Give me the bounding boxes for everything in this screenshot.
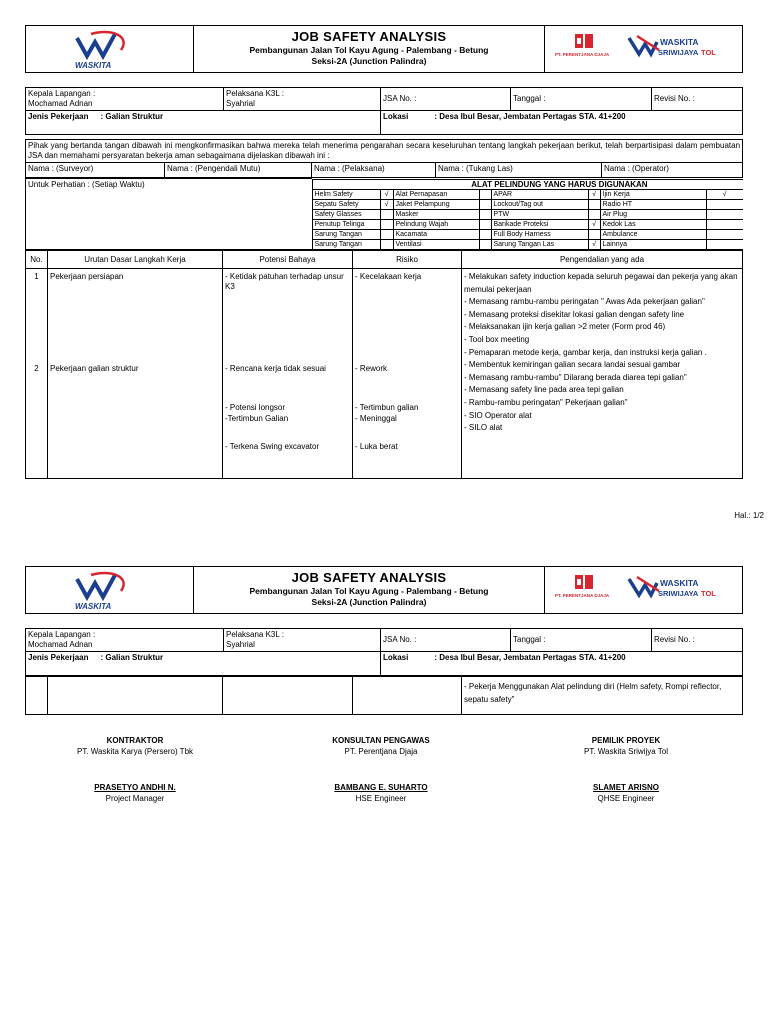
title-cell bbox=[194, 567, 545, 614]
svg-text:PT. PERENTJANA DJAJA: PT. PERENTJANA DJAJA bbox=[555, 52, 610, 57]
ppe-item: Sarung Tangan bbox=[312, 229, 380, 239]
signature-org: PT. Waskita Sriwijya Tol bbox=[583, 747, 669, 756]
jsa-header-2 bbox=[25, 566, 743, 614]
ppe-check bbox=[479, 219, 491, 229]
perentjana-logo-icon bbox=[553, 32, 613, 66]
col-pengendalian: Pengendalian yang ada bbox=[462, 251, 743, 269]
signature-konsultan bbox=[281, 735, 481, 804]
section-name: Seksi-2A (Junction Palindra) bbox=[311, 55, 427, 66]
ppe-check bbox=[588, 199, 600, 209]
col-potensi: Potensi Bahaya bbox=[223, 251, 353, 269]
control-item: - Melaksanakan ijin kerja galian >2 meter (Form prod 46) bbox=[464, 322, 666, 332]
svg-text:WASKITA: WASKITA bbox=[660, 37, 699, 47]
svg-text:PT. PERENTJANA DJAJA: PT. PERENTJANA DJAJA bbox=[555, 593, 610, 598]
ppe-item: Jaket Pelampung bbox=[393, 199, 479, 209]
info-table bbox=[25, 87, 743, 135]
ppe-section bbox=[25, 178, 743, 250]
pelaksana-k3l-value: Syahrial bbox=[226, 640, 255, 649]
document-title: JOB SAFETY ANALYSIS bbox=[291, 569, 447, 585]
ppe-item: Lainnya bbox=[600, 239, 706, 249]
signature-kontraktor bbox=[35, 735, 235, 804]
svg-text:SRIWIJAYA: SRIWIJAYA bbox=[658, 48, 699, 57]
ppe-check: √ bbox=[588, 239, 600, 249]
ppe-row bbox=[312, 219, 743, 229]
signature-role: KONSULTAN PENGAWAS bbox=[332, 736, 430, 745]
control-item: - Membentuk kemiringan galian secara landai sesuai gambar bbox=[464, 360, 681, 370]
ppe-item: Ventilasi bbox=[393, 239, 479, 249]
info-table-2 bbox=[25, 628, 743, 676]
hazards bbox=[223, 269, 353, 479]
jsa-page-1 bbox=[25, 25, 742, 479]
ppe-check bbox=[479, 229, 491, 239]
ppe-check bbox=[706, 209, 743, 219]
step-no-empty bbox=[26, 677, 48, 715]
waskita-sriwijaya-logo-icon bbox=[627, 573, 737, 607]
statement-table bbox=[25, 139, 743, 178]
signature-name: PRASETYO ANDHI N. bbox=[94, 783, 176, 792]
jsa-page-2 bbox=[25, 566, 742, 715]
risk-empty bbox=[353, 677, 462, 715]
kepala-lapangan-label: Kepala Lapangan : bbox=[28, 89, 96, 98]
step-2: Pekerjaan galian struktur bbox=[50, 364, 139, 373]
signature-role: KONTRAKTOR bbox=[106, 736, 164, 745]
risk-2: - Rework bbox=[355, 364, 388, 373]
ppe-item: Penutup Telinga bbox=[312, 219, 380, 229]
control-item: - Memasang safety line pada area tepi galian bbox=[464, 385, 624, 395]
step-empty bbox=[48, 677, 223, 715]
control-item: - SILO alat bbox=[464, 423, 503, 433]
ppe-item: Ambulance bbox=[600, 229, 706, 239]
svg-text:WASKITA: WASKITA bbox=[75, 61, 112, 70]
ppe-row bbox=[312, 189, 743, 199]
lokasi-cell bbox=[381, 111, 743, 135]
ppe-item: APAR bbox=[491, 189, 588, 199]
waskita-logo bbox=[26, 26, 194, 73]
col-urutan: Urutan Dasar Langkah Kerja bbox=[48, 251, 223, 269]
owner-logos bbox=[545, 567, 743, 614]
svg-text:TOL: TOL bbox=[701, 589, 716, 598]
signature-title: HSE Engineer bbox=[355, 794, 407, 803]
svg-text:SRIWIJAYA: SRIWIJAYA bbox=[658, 589, 699, 598]
risk-3b: - Meninggal bbox=[355, 414, 397, 423]
svg-text:WASKITA: WASKITA bbox=[75, 602, 112, 611]
ppe-row bbox=[312, 209, 743, 219]
lokasi-label: Lokasi bbox=[383, 653, 409, 662]
pelaksana-k3l-value: Syahrial bbox=[226, 99, 255, 108]
ppe-item: Lockout/Tag out bbox=[491, 199, 588, 209]
ppe-item: Sepatu Safety bbox=[312, 199, 380, 209]
ppe-check bbox=[479, 199, 491, 209]
control-apd: - Pekerja Menggunakan Alat pelindung diri (Helm safety, Rompi reflector, sepatu safety" bbox=[462, 677, 743, 715]
signature-pemilik bbox=[526, 735, 726, 804]
ppe-item: PTW bbox=[491, 209, 588, 219]
jenis-pekerjaan-cell bbox=[26, 652, 381, 676]
ppe-check bbox=[706, 219, 743, 229]
page-number: Hal.: 1/2 bbox=[734, 511, 764, 520]
signature-org: PT. Waskita Karya (Persero) Tbk bbox=[76, 747, 194, 756]
signature-title: Project Manager bbox=[105, 794, 165, 803]
step-no-2: 2 bbox=[34, 364, 39, 373]
ppe-block bbox=[312, 179, 743, 250]
ppe-item: Pelindung Wajah bbox=[393, 219, 479, 229]
controls bbox=[462, 269, 743, 479]
project-name: Pembangunan Jalan Tol Kayu Agung - Palembang - Betung bbox=[249, 585, 489, 596]
lokasi-label: Lokasi bbox=[383, 112, 409, 121]
jenis-pekerjaan-value: : Galian Struktur bbox=[100, 112, 164, 121]
ppe-item: Ijin Kerja bbox=[600, 189, 706, 199]
revisi-field: Revisi No. : bbox=[652, 629, 743, 652]
kepala-lapangan-value: Mochamad Adnan bbox=[28, 640, 93, 649]
waskita-sriwijaya-logo-icon bbox=[627, 32, 737, 66]
perentjana-logo-icon bbox=[553, 573, 613, 607]
control-item: - SIO Operator alat bbox=[464, 410, 532, 420]
ppe-check bbox=[479, 189, 491, 199]
step-no-1: 1 bbox=[34, 272, 39, 281]
signature-org: PT. Perentjana Djaja bbox=[344, 747, 418, 756]
ppe-check bbox=[479, 209, 491, 219]
ppe-check: √ bbox=[588, 219, 600, 229]
ppe-check bbox=[706, 199, 743, 209]
ppe-title: ALAT PELINDUNG YANG HARUS DIGUNAKAN bbox=[312, 179, 743, 189]
step-numbers bbox=[26, 269, 48, 479]
ppe-item: Kacamata bbox=[393, 229, 479, 239]
document-title: JOB SAFETY ANALYSIS bbox=[291, 28, 447, 44]
ppe-check: √ bbox=[380, 189, 393, 199]
name-tukang-las: Nama : (Tukang Las) bbox=[436, 163, 602, 178]
name-pengendali-mutu: Nama : (Pengendali Mutu) bbox=[165, 163, 312, 178]
jsa-no-field: JSA No. : bbox=[381, 629, 511, 652]
jsa-no-field: JSA No. : bbox=[381, 88, 511, 111]
hazard-3b: -Tertimbun Galian bbox=[225, 414, 289, 423]
risk-4: - Luka berat bbox=[355, 442, 398, 451]
ppe-row bbox=[312, 199, 743, 209]
hazard-3a: - Potensi longsor bbox=[225, 403, 286, 412]
pelaksana-k3l-cell bbox=[224, 629, 381, 652]
ppe-item: Radio HT bbox=[600, 199, 706, 209]
name-operator: Nama : (Operator) bbox=[602, 163, 743, 178]
svg-text:WASKITA: WASKITA bbox=[660, 578, 699, 588]
jenis-pekerjaan-label: Jenis Pekerjaan bbox=[28, 112, 89, 121]
ppe-check: √ bbox=[706, 189, 743, 199]
hazard-empty bbox=[223, 677, 353, 715]
ppe-check bbox=[706, 239, 743, 249]
ppe-row bbox=[312, 229, 743, 239]
lokasi-cell bbox=[381, 652, 743, 676]
lokasi-value: : Desa Ibul Besar, Jembatan Pertagas STA. 41+200 bbox=[434, 112, 626, 121]
control-item: - Tool box meeting bbox=[464, 334, 530, 344]
ppe-check bbox=[380, 239, 393, 249]
control-item: - Memasang rambu-rambu" Dilarang berada diarea tepi galian" bbox=[464, 372, 687, 382]
signature-name: BAMBANG E. SUHARTO bbox=[334, 783, 428, 792]
ppe-item: Full Body Harness bbox=[491, 229, 588, 239]
waskita-logo bbox=[26, 567, 194, 614]
control-item: - Memasang rambu-rambu peringatan " Awas Ada pekerjaan galian" bbox=[464, 297, 705, 307]
ppe-check bbox=[588, 229, 600, 239]
ppe-item: Sarung Tangan bbox=[312, 239, 380, 249]
ppe-check bbox=[706, 229, 743, 239]
waskita-logo-icon bbox=[71, 571, 141, 611]
ppe-check bbox=[380, 209, 393, 219]
ppe-item: Sarung Tangan Las bbox=[491, 239, 588, 249]
project-name: Pembangunan Jalan Tol Kayu Agung - Palembang - Betung bbox=[249, 44, 489, 55]
kepala-lapangan-cell bbox=[26, 88, 224, 111]
confirmation-statement: Pihak yang bertanda tangan dibawah ini mengkonfirmasikan bahwa mereka telah menerima pengarahan secara keseluruhan tentang langkah pekerjaan berikut, telah berpartisipasi dalam pembuatan JSA dan memahami persyaratan bekerja aman sebagaimana dijelaskan dibawah ini : bbox=[26, 140, 743, 163]
risk-3a: - Tertimbun galian bbox=[355, 403, 419, 412]
tanggal-field: Tanggal : bbox=[511, 629, 652, 652]
step-1: Pekerjaan persiapan bbox=[50, 272, 124, 281]
control-item: - Melakukan safety induction kepada seluruh pegawai dan pekerja yang akan memulai pekerjaan bbox=[464, 272, 738, 294]
col-risiko: Risiko bbox=[353, 251, 462, 269]
lokasi-value: : Desa Ibul Besar, Jembatan Pertagas STA. 41+200 bbox=[434, 653, 626, 662]
name-pelaksana: Nama : (Pelaksana) bbox=[312, 163, 436, 178]
title-cell bbox=[194, 26, 545, 73]
owner-logos bbox=[545, 26, 743, 73]
svg-text:TOL: TOL bbox=[701, 48, 716, 57]
jsa-steps-table-2 bbox=[25, 676, 743, 715]
ppe-row bbox=[312, 239, 743, 249]
ppe-check bbox=[380, 219, 393, 229]
waskita-logo-icon bbox=[71, 30, 141, 70]
ppe-check bbox=[588, 209, 600, 219]
kepala-lapangan-value: Mochamad Adnan bbox=[28, 99, 93, 108]
kepala-lapangan-label: Kepala Lapangan : bbox=[28, 630, 96, 639]
ppe-item: Air Plug bbox=[600, 209, 706, 219]
ppe-check bbox=[479, 239, 491, 249]
jenis-pekerjaan-value: : Galian Struktur bbox=[100, 653, 164, 662]
ppe-check bbox=[380, 229, 393, 239]
ppe-item: Masker bbox=[393, 209, 479, 219]
signature-name: SLAMET ARISNO bbox=[593, 783, 659, 792]
hazard-1: - Ketidak patuhan terhadap unsur K3 bbox=[225, 272, 344, 291]
signature-title: QHSE Engineer bbox=[597, 794, 655, 803]
kepala-lapangan-cell bbox=[26, 629, 224, 652]
revisi-field: Revisi No. : bbox=[652, 88, 743, 111]
pelaksana-k3l-label: Pelaksana K3L : bbox=[226, 89, 284, 98]
section-name: Seksi-2A (Junction Palindra) bbox=[311, 596, 427, 607]
ppe-check: √ bbox=[380, 199, 393, 209]
ppe-table bbox=[312, 179, 743, 250]
ppe-item: Helm Safety bbox=[312, 189, 380, 199]
col-no: No. bbox=[26, 251, 48, 269]
control-item: - Pemaparan metode kerja, gambar kerja, dan instruksi kerja galian . bbox=[464, 347, 707, 357]
step-descriptions bbox=[48, 269, 223, 479]
name-surveyor: Nama : (Surveyor) bbox=[26, 163, 165, 178]
hazard-2: - Rencana kerja tidak sesuai bbox=[225, 364, 326, 373]
control-item: - Rambu-rambu peringatan" Pekerjaan galian" bbox=[464, 397, 628, 407]
pelaksana-k3l-label: Pelaksana K3L : bbox=[226, 630, 284, 639]
jsa-steps-table bbox=[25, 250, 743, 479]
ppe-rows bbox=[312, 189, 743, 249]
ppe-item: Kedok Las bbox=[600, 219, 706, 229]
control-item: - Memasang proteksi disekitar lokasi galian dengan safety line bbox=[464, 309, 685, 319]
perhatian-label: Untuk Perhatian : (Setiap Waktu) bbox=[26, 179, 312, 250]
jenis-pekerjaan-label: Jenis Pekerjaan bbox=[28, 653, 89, 662]
jsa-header bbox=[25, 25, 743, 73]
signature-role: PEMILIK PROYEK bbox=[591, 736, 661, 745]
ppe-check: √ bbox=[588, 189, 600, 199]
hazard-4: - Terkena Swing excavator bbox=[225, 442, 320, 451]
risks bbox=[353, 269, 462, 479]
pelaksana-k3l-cell bbox=[224, 88, 381, 111]
risk-1: - Kecelakaan kerja bbox=[355, 272, 422, 281]
ppe-item: Alat Pernapasan bbox=[393, 189, 479, 199]
jenis-pekerjaan-cell bbox=[26, 111, 381, 135]
tanggal-field: Tanggal : bbox=[511, 88, 652, 111]
ppe-item: Barikade Proteksi bbox=[491, 219, 588, 229]
ppe-item: Safety Glasses bbox=[312, 209, 380, 219]
